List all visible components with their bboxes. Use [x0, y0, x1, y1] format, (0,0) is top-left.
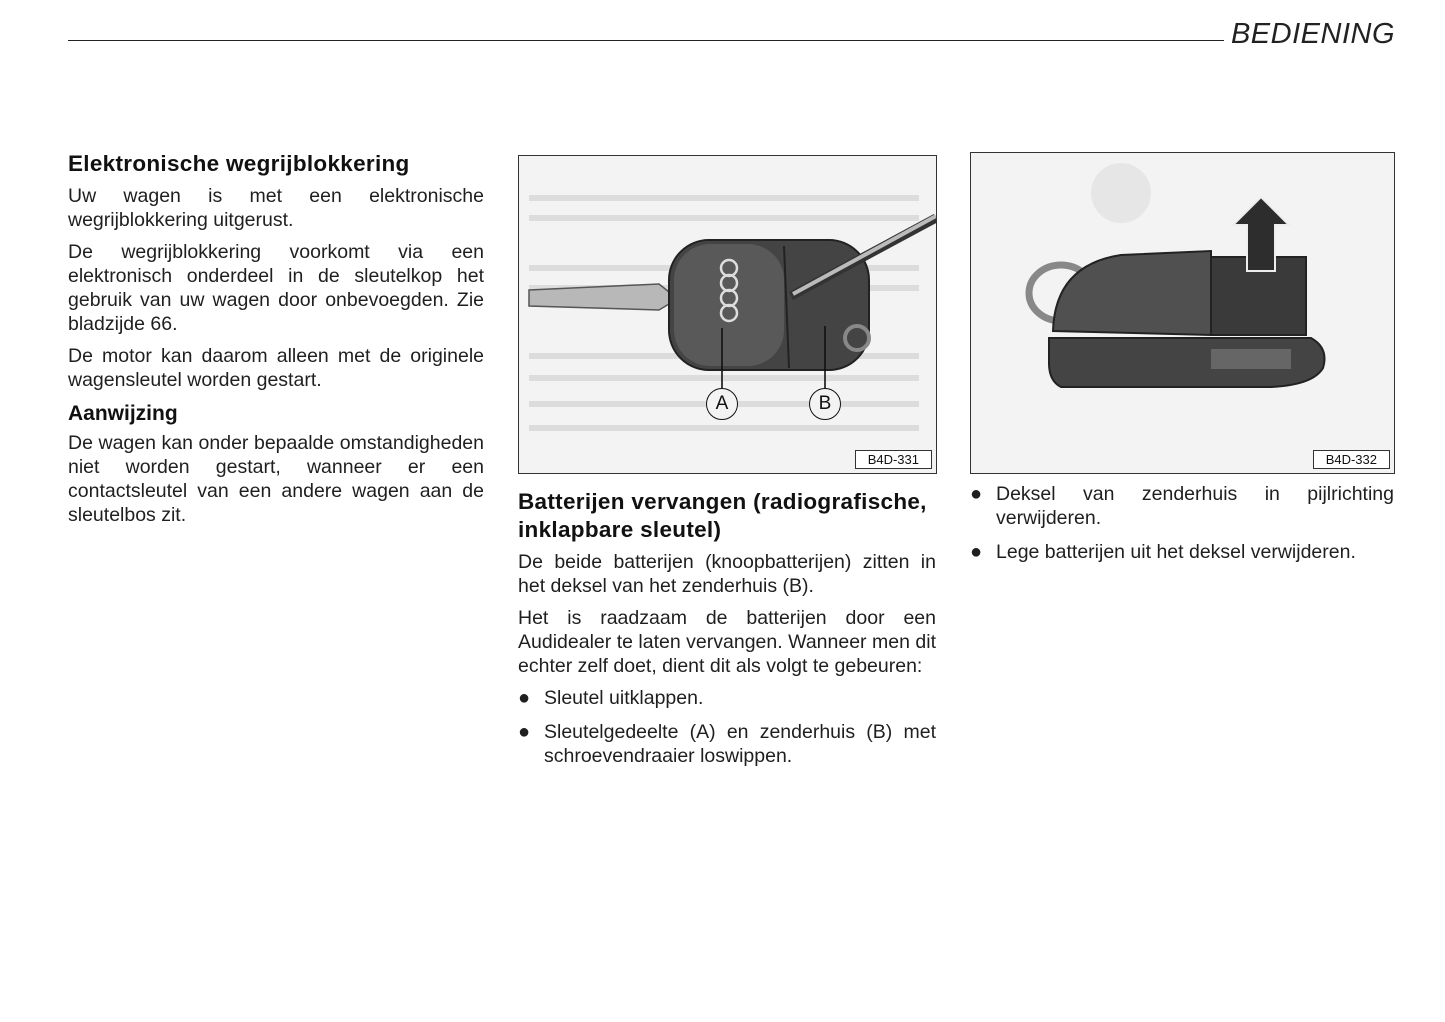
note-heading: Aanwijzing [68, 402, 178, 425]
header-rule [68, 40, 1224, 41]
cover-illustration [971, 153, 1394, 473]
right-column [970, 482, 1394, 574]
list-item: ● Sleutel uitklappen. [518, 687, 704, 709]
paragraph: Het is raadzaam de batterijen door een Audidealer te laten vervangen. Wanneer men dit echter zelf doet, dient dit als volgt te gebeuren: [518, 607, 936, 677]
key-illustration [519, 156, 936, 473]
paragraph: De beide batterijen (knoopbatterijen) zitten in het deksel van het zenderhuis (B). [518, 551, 936, 597]
list-item: ● Sleutelgedeelte (A) en zenderhuis (B) met schroevendraaier loswippen. [518, 721, 936, 767]
figure-code: B4D-331 [855, 450, 932, 469]
note-text: De wagen kan onder bepaalde omstandigheden niet worden gestart, wanneer er een contactsleutel van een andere wagen aan de sleutelbos zit. [68, 432, 484, 526]
list-item: ● Deksel van zenderhuis in pijlrichting verwijderen. [970, 483, 1394, 529]
heading-battery-replacement: Batterijen vervangen (radiografische, inklapbare sleutel) [518, 489, 927, 542]
middle-column [518, 488, 936, 778]
marker-a: A [706, 388, 738, 420]
paragraph: De motor kan daarom alleen met de originele wagensleutel worden gestart. [68, 345, 484, 391]
figure-remove-cover [970, 152, 1395, 474]
paragraph: Uw wagen is met een elektronische wegrijblokkering uitgerust. [68, 185, 484, 231]
figure-code: B4D-332 [1313, 450, 1390, 469]
bullet-icon: ● [970, 483, 983, 505]
section-title: BEDIENING [1230, 18, 1395, 50]
paragraph: De wegrijblokkering voorkomt via een elektronisch onderdeel in de sleutelkop het gebruik van uw wagen door onbevoegden. Zie bladzijde 66. [68, 241, 484, 335]
bullet-icon: ● [970, 541, 983, 563]
list-item: ● Lege batterijen uit het deksel verwijderen. [970, 541, 1356, 563]
bullet-icon: ● [518, 687, 531, 709]
marker-b: B [809, 388, 841, 420]
figure-key-screwdriver [518, 155, 937, 474]
heading-immobilizer: Elektronische wegrijblokkering [68, 151, 410, 176]
bullet-icon: ● [518, 721, 531, 743]
left-column [68, 150, 484, 535]
